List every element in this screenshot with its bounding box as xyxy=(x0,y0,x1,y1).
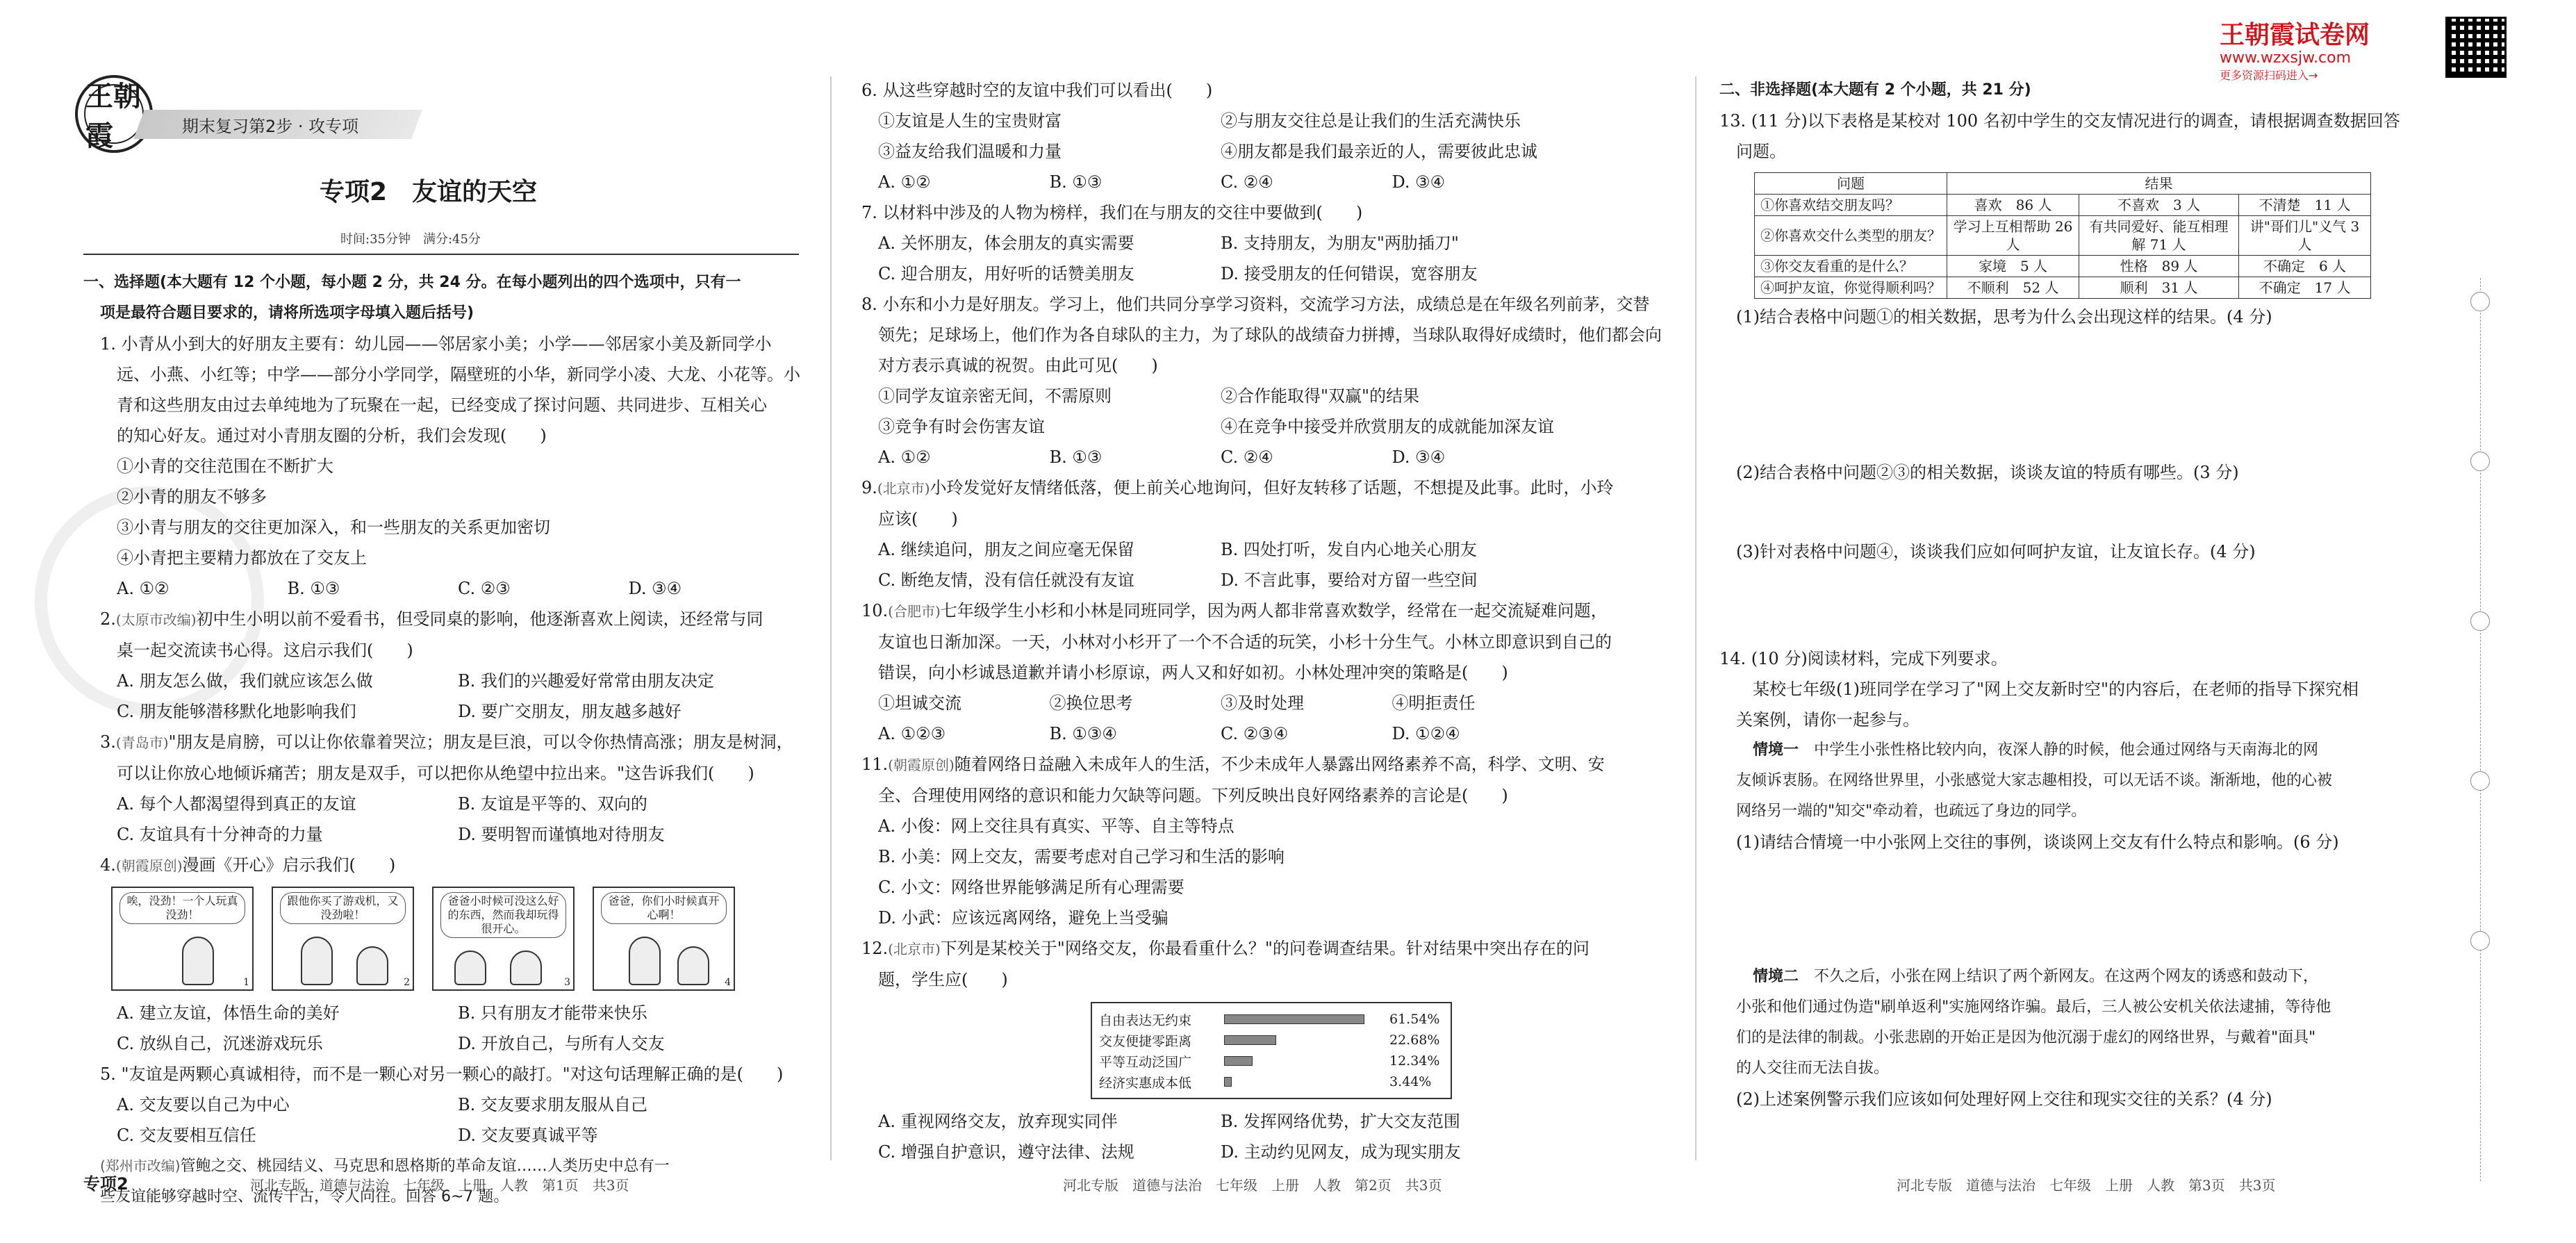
chart-track xyxy=(1224,1077,1384,1087)
page-footer: 河北专版 道德与法治 七年级 上册 人教 第1页 共3页 xyxy=(250,1177,629,1194)
option-d[interactable]: D. ③④ xyxy=(628,579,682,598)
option-b[interactable]: B. 交友要求朋友服从自己 xyxy=(458,1095,647,1114)
question-source: (朝霞原创) xyxy=(888,757,955,773)
option-b[interactable]: B. ①③④ xyxy=(1049,724,1117,743)
page-footer: 河北专版 道德与法治 七年级 上册 人教 第2页 共3页 xyxy=(1063,1177,1442,1194)
table-row xyxy=(1755,195,2371,216)
column-2 xyxy=(861,75,1662,1167)
options xyxy=(861,1137,1563,1167)
option-b[interactable]: B. 四处打听，发自内心地关心朋友 xyxy=(1221,540,1477,559)
sub-question: (3)针对表格中问题④，谈谈我们应如何呵护友谊，让友谊长存。(4 分) xyxy=(1736,542,2256,561)
panel-number: 3 xyxy=(564,977,570,988)
statement: ③竞争有时会伤害友谊 xyxy=(878,417,1045,436)
question-9 xyxy=(861,472,1614,595)
options xyxy=(861,228,1563,258)
question-text: 可以让你放心地倾诉痛苦；朋友是双手，可以把你从绝望中拉出来。"这告诉我们( ) xyxy=(117,764,754,783)
statement: ④明拒责任 xyxy=(1392,693,1476,713)
chart-row xyxy=(1099,1051,1444,1071)
statement: ③及时处理 xyxy=(1221,693,1304,713)
options xyxy=(83,819,799,850)
option-a[interactable]: A. ①② xyxy=(878,447,931,467)
statement: ②合作能取得"双赢"的结果 xyxy=(1221,386,1420,406)
option-b[interactable]: B. ①③ xyxy=(1049,447,1103,467)
option-b[interactable]: B. 只有朋友才能带来快乐 xyxy=(458,1003,647,1023)
comic-panel xyxy=(432,887,575,991)
chart-row xyxy=(1099,1030,1444,1051)
chart-track xyxy=(1224,1056,1384,1066)
question-text: "朋友是肩膀，可以让你依靠着哭泣；朋友是巨浪，可以令你热情高涨；朋友是树洞， xyxy=(168,732,793,752)
question-text: 8. 小东和小力是好朋友。学习上，他们共同分享学习资料，交流学习方法，成绩总是在年级名列前茅，交替 xyxy=(861,295,1650,314)
question-source: (北京市) xyxy=(877,480,930,497)
child-figure xyxy=(182,937,214,985)
answer-space[interactable] xyxy=(1719,332,2477,457)
option-a[interactable]: A. 朋友怎么做，我们就应该怎么做 xyxy=(117,671,373,691)
table-cell: 讲"哥们儿"义气 3 人 xyxy=(2239,216,2371,256)
statement: ①友谊是人生的宝贵财富 xyxy=(878,111,1062,131)
question-13 xyxy=(1719,106,2477,643)
chart-value-label: 22.68% xyxy=(1389,1032,1440,1048)
table-cell: 不清楚 11 人 xyxy=(2239,195,2371,216)
speech-bubble: 跟他你买了游戏机，又没劲啦！ xyxy=(280,892,406,924)
option-d[interactable]: D. 开放自己，与所有人交友 xyxy=(458,1034,665,1053)
chart-value-label: 61.54% xyxy=(1389,1012,1440,1027)
question-text: 1. 小青从小到大的好朋友主要有：幼儿园——邻居家小美；小学——邻居家小美及新同学小 xyxy=(100,334,772,354)
options xyxy=(861,1106,1563,1137)
question-text: 友谊也日渐加深。一天，小林对小杉开了一个不合适的玩笑，小杉十分生气。小林立即意识到自己的 xyxy=(878,632,1612,652)
brand-url[interactable]: www.wzxsjw.com xyxy=(2220,49,2352,67)
survey-table xyxy=(1754,172,2371,299)
statement: ④在竞争中接受并欣赏朋友的成就能加深友谊 xyxy=(1221,417,1554,436)
panel-number: 1 xyxy=(243,977,249,988)
question-number: 2. xyxy=(100,609,116,629)
page-title: 专项2 友谊的天空 xyxy=(320,178,538,206)
question-number: 4. xyxy=(100,855,116,875)
statements xyxy=(861,106,1563,136)
option-d[interactable]: D. ③④ xyxy=(1392,172,1446,192)
speech-bubble: 爸爸，你们小时候真开心啊！ xyxy=(601,892,727,924)
question-source: (青岛市) xyxy=(115,734,169,751)
options xyxy=(861,167,1563,197)
option-a[interactable]: A. ①② xyxy=(878,172,931,192)
section2-heading: 二、非选择题(本大题有 2 个小题，共 21 分) xyxy=(1719,81,2031,99)
comic-panel xyxy=(593,887,735,991)
question-text: 的知心好友。通过对小青朋友圈的分析，我们会发现( ) xyxy=(117,426,547,445)
chart-category-label: 平等互动泛国广 xyxy=(1099,1054,1192,1070)
case-text: 们的是法律的制裁。小张悲剧的开始正是因为他沉溺于虚幻的网络世界，与戴着"面具" xyxy=(1736,1029,2316,1046)
question-2 xyxy=(83,604,799,727)
question-1 xyxy=(83,329,799,604)
logo-text: 王朝霞 xyxy=(84,84,144,144)
answer-space[interactable] xyxy=(1719,567,2477,643)
chart-value-label: 12.34% xyxy=(1389,1053,1440,1069)
statement: ③益友给我们温暖和力量 xyxy=(878,142,1062,161)
question-number: 11. xyxy=(861,755,889,774)
option-d[interactable]: D. 要广交朋友，朋友越多越好 xyxy=(458,702,682,721)
option-d[interactable]: D. 主动约见网友，成为现实朋友 xyxy=(1221,1142,1461,1162)
options xyxy=(861,258,1563,289)
chart-value-label: 3.44% xyxy=(1389,1074,1432,1089)
question-7 xyxy=(861,197,1563,289)
option-c[interactable]: C. 放纵自己，沉迷游戏玩乐 xyxy=(117,1034,323,1053)
question-10 xyxy=(861,595,1612,749)
footer-tag: 专项2 xyxy=(83,1174,129,1194)
question-12 xyxy=(861,933,1590,1167)
question-source: (朝霞原创) xyxy=(115,857,183,874)
table-cell: 不确定 17 人 xyxy=(2239,277,2371,299)
question-text: 7. 以材料中涉及的人物为榜样，我们在与朋友的交往中要做到( ) xyxy=(861,203,1363,222)
options xyxy=(861,442,1563,472)
option-d[interactable]: D. 小武：应该远离网络，避免上当受骗 xyxy=(878,908,1169,928)
option-a[interactable]: A. 每个人都渴望得到真正的友谊 xyxy=(117,794,356,814)
table-cell: ①你喜欢结交朋友吗？ xyxy=(1755,195,1947,216)
options xyxy=(861,565,1563,595)
question-text: 6. 从这些穿越时空的友谊中我们可以看出( ) xyxy=(861,81,1213,100)
options xyxy=(861,534,1563,565)
option-c[interactable]: C. 交友要相互信任 xyxy=(117,1126,256,1145)
option-b[interactable]: B. ①③ xyxy=(1049,172,1103,192)
table-header-row xyxy=(1755,173,2371,195)
chart-category-label: 自由表达无约束 xyxy=(1099,1012,1192,1028)
sub-question: (1)请结合情境一中小张网上交往的事例，谈谈网上交友有什么特点和影响。(6 分) xyxy=(1736,832,2339,852)
option-b[interactable]: B. 友谊是平等的、双向的 xyxy=(458,794,647,814)
parent-figure xyxy=(301,937,333,985)
table-cell: 不顺利 52 人 xyxy=(1947,277,2079,299)
table-cell: 学习上互相帮助 26 人 xyxy=(1947,216,2079,256)
brand-block[interactable] xyxy=(2220,15,2370,83)
question-text: 小玲发觉好友情绪低落，便上前关心地询问，但好友转移了话题，不想提及此事。此时，小玲 xyxy=(930,478,1614,497)
column-1 xyxy=(83,267,799,1212)
child-figure xyxy=(510,950,542,985)
comic-panel xyxy=(272,887,414,991)
title-rule xyxy=(83,254,799,255)
survey-bar-chart xyxy=(1091,1002,1452,1099)
column-divider xyxy=(830,76,832,1160)
question-text: 5. "友谊是两颗心真诚相待，而不是一颗心对另一颗心的敲打。"对这句话理解正确的是( ) xyxy=(100,1064,784,1084)
time-info: 时间:35分钟 满分:45分 xyxy=(340,232,481,247)
options xyxy=(861,718,1563,749)
case-title: 情境一 xyxy=(1753,741,1799,759)
options xyxy=(83,998,799,1028)
options xyxy=(83,1028,799,1059)
logo xyxy=(75,75,153,153)
option-b[interactable]: B. 支持朋友，为朋友"两肋插刀" xyxy=(1221,233,1459,253)
option-c[interactable]: C. 断绝友情，没有信任就没有友谊 xyxy=(878,570,1134,590)
chart-rows xyxy=(1099,1009,1444,1092)
table-row xyxy=(1755,216,2371,256)
statement: ①同学友谊亲密无间，不需原则 xyxy=(878,386,1112,406)
panel-number: 2 xyxy=(404,977,410,988)
question-number: 12. xyxy=(861,939,889,958)
option-a[interactable]: A. ①②③ xyxy=(878,724,946,743)
question-5 xyxy=(83,1059,799,1151)
question-number: 3. xyxy=(100,732,116,752)
options xyxy=(83,1089,799,1120)
statement: ①小青的交往范围在不断扩大 xyxy=(117,456,333,476)
statement: ①坦诚交流 xyxy=(878,693,961,713)
chart-bar xyxy=(1224,1035,1276,1045)
sub-question: (2)上述案例警示我们应该如何处理好网上交往和现实交往的关系？(4 分) xyxy=(1736,1089,2272,1109)
option-c[interactable]: C. 增强自护意识，遵守法律、法规 xyxy=(878,1142,1134,1162)
option-b[interactable]: B. 我们的兴趣爱好常常由朋友决定 xyxy=(458,671,714,691)
option-d[interactable]: D. ③④ xyxy=(1392,447,1446,467)
comic-strip xyxy=(111,887,799,991)
question-text: 应该( ) xyxy=(878,509,958,529)
question-text: 某校七年级(1)班同学在学习了"网上交友新时空"的内容后，在老师的指导下探究相 xyxy=(1753,680,2359,699)
case-text: 小张和他们通过伪造"刷单返利"实施网络诈骗。最后，三人被公安机关依法逮捕，等待他 xyxy=(1736,998,2331,1016)
question-number: 10. xyxy=(861,601,889,620)
material-source: (郑州市改编) xyxy=(100,1158,181,1174)
option-b[interactable]: B. ①③ xyxy=(287,579,340,598)
question-text: 随着网络日益融入未成年人的生活，不少未成年人暴露出网络素养不高，科学、文明、安 xyxy=(954,755,1605,774)
statement: ③小青与朋友的交往更加深入，和一些朋友的关系更加密切 xyxy=(117,518,550,537)
table-cell: 不喜欢 3 人 xyxy=(2079,195,2239,216)
chart-row xyxy=(1099,1009,1444,1030)
table-cell: 家境 5 人 xyxy=(1947,256,2079,277)
chart-bar xyxy=(1224,1056,1253,1066)
table-header: 问题 xyxy=(1755,173,1947,195)
options xyxy=(83,789,799,819)
question-text: 错误，向小杉诚恳道歉并请小杉原谅，两人又和好如初。小林处理冲突的策略是( ) xyxy=(878,663,1508,682)
question-source: (北京市) xyxy=(888,941,941,957)
chart-row xyxy=(1099,1071,1444,1092)
parent-figure xyxy=(629,937,661,985)
table-cell: 顺利 31 人 xyxy=(2079,277,2239,299)
chart-bar xyxy=(1224,1077,1232,1087)
panel-number: 4 xyxy=(725,977,731,988)
table-cell: 不确定 6 人 xyxy=(2239,256,2371,277)
option-c[interactable]: C. 友谊具有十分神奇的力量 xyxy=(117,825,323,844)
question-text: 下列是某校关于"网络交友，你最看重什么？"的问卷调查结果。针对结果中突出存在的问 xyxy=(940,939,1590,958)
material-text: 些友谊能够穿越时空、流传千古，令人向往。回答 6~7 题。 xyxy=(100,1188,509,1205)
option-d[interactable]: D. 不言此事，要给对方留一些空间 xyxy=(1221,570,1478,590)
statements xyxy=(861,136,1563,167)
option-d[interactable]: D. 要明智而谨慎地对待朋友 xyxy=(458,825,665,844)
case-text: 网络另一端的"知交"牵动着，也疏远了身边的同学。 xyxy=(1736,802,2087,820)
table-cell: 喜欢 86 人 xyxy=(1947,195,2079,216)
binding-line xyxy=(2480,278,2481,1181)
table-row xyxy=(1755,277,2371,299)
question-3 xyxy=(83,727,799,850)
option-c[interactable]: C. 小文：网络世界能够满足所有心理需要 xyxy=(878,878,1184,897)
statement: ④朋友都是我们最亲近的人，需要彼此忠诚 xyxy=(1221,142,1537,161)
question-text: 桌一起交流读书心得。这启示我们( ) xyxy=(117,641,413,660)
child-figure xyxy=(454,950,486,985)
options xyxy=(83,696,799,727)
case-text: 中学生小张性格比较内向，夜深人静的时候，他会通过网络与天南海北的网 xyxy=(1814,741,2319,759)
question-8 xyxy=(861,289,1662,472)
case-text: 友倾诉衷肠。在网络世界里，小张感觉大家志趣相投，可以无话不谈。渐渐地，他的心被 xyxy=(1736,772,2333,789)
option-d[interactable]: D. 交友要真诚平等 xyxy=(458,1126,598,1145)
material-text: 管鲍之交、桃园结义、马克思和恩格斯的革命友谊……人类历史中总有一 xyxy=(180,1158,670,1175)
table-cell: ③你交友看重的是什么？ xyxy=(1755,256,1947,277)
statement: ②与朋友交往总是让我们的生活充满快乐 xyxy=(1221,111,1521,131)
case-text: 的人交往而无法自拔。 xyxy=(1736,1060,1890,1077)
chart-bar xyxy=(1224,1014,1364,1024)
table-cell: ②你喜欢交什么类型的朋友？ xyxy=(1755,216,1947,256)
comic-panel xyxy=(111,887,254,991)
option-a[interactable]: A. 继续追问，朋友之间应毫无保留 xyxy=(878,540,1134,559)
table-row xyxy=(1755,256,2371,277)
answer-space[interactable] xyxy=(1719,488,2477,536)
options xyxy=(83,1120,799,1151)
speech-bubble: 唉，没劲！一个人玩真没劲！ xyxy=(119,892,245,924)
question-14 xyxy=(1719,643,2477,1114)
question-4 xyxy=(83,850,799,1059)
table-cell: ④呵护友谊，你觉得顺利吗？ xyxy=(1755,277,1947,299)
options xyxy=(83,573,799,604)
column-3 xyxy=(1719,75,2477,1114)
case-title: 情境二 xyxy=(1753,968,1799,985)
question-number: 9. xyxy=(861,478,877,497)
section1-heading: 项是最符合题目要求的，请将所选项字母填入题后括号) xyxy=(100,304,474,322)
chart-track xyxy=(1224,1014,1384,1024)
chart-category-label: 交友便捷零距离 xyxy=(1099,1033,1192,1049)
question-text: 13. (11 分)以下表格是某校对 100 名初中学生的交友情况进行的调查，请根据调查数据回答 xyxy=(1719,111,2400,131)
option-d[interactable]: D. ①②④ xyxy=(1392,724,1460,743)
option-c[interactable]: C. ②④ xyxy=(1221,172,1273,192)
option-d[interactable]: D. 接受朋友的任何错误，宽容朋友 xyxy=(1221,264,1478,283)
table-header: 结果 xyxy=(1947,173,2371,195)
table-cell: 性格 89 人 xyxy=(2079,256,2239,277)
question-text: 题，学生应( ) xyxy=(878,970,1008,989)
question-text: 全、合理使用网络的意识和能力欠缺等问题。下列反映出良好网络素养的言论是( ) xyxy=(878,786,1508,805)
qr-code-icon[interactable] xyxy=(2445,17,2507,78)
statements xyxy=(861,411,1563,442)
statements xyxy=(861,381,1563,411)
child-figure xyxy=(356,946,388,985)
question-source: (太原市改编) xyxy=(115,611,197,628)
option-a[interactable]: A. 关怀朋友，体会朋友的真实需要 xyxy=(878,233,1134,253)
statements xyxy=(861,688,1563,718)
option-b[interactable]: B. 小美：网上交友，需要考虑对自己学习和生活的影响 xyxy=(878,847,1285,866)
statement: ④小青把主要精力都放在了交友上 xyxy=(117,548,367,568)
page-footer: 河北专版 道德与法治 七年级 上册 人教 第3页 共3页 xyxy=(1897,1177,2276,1194)
option-a[interactable]: A. 重视网络交友，放弃现实同伴 xyxy=(878,1112,1118,1131)
options xyxy=(83,666,799,696)
question-text: 初中生小明以前不爱看书，但受同桌的影响，他逐渐喜欢上阅读，还经常与同 xyxy=(196,609,763,629)
question-text: 14. (10 分)阅读材料，完成下列要求。 xyxy=(1719,649,2008,668)
option-a[interactable]: A. ①② xyxy=(117,579,170,598)
chart-track xyxy=(1224,1035,1384,1045)
question-source: (合肥市) xyxy=(888,603,941,620)
option-c[interactable]: C. ②④ xyxy=(1221,447,1273,467)
option-c[interactable]: C. 朋友能够潜移默化地影响我们 xyxy=(117,702,356,721)
statement: ②小青的朋友不够多 xyxy=(117,487,267,507)
option-a[interactable]: A. 小俊：网上交往具有真实、平等、自主等特点 xyxy=(878,816,1235,836)
question-text: 对方表示真诚的祝贺。由此可见( ) xyxy=(878,356,1158,375)
section1-heading: 一、选择题(本大题有 12 个小题，每小题 2 分，共 24 分。在每小题列出的四个选项中，只有一 xyxy=(83,274,741,291)
sub-question: (2)结合表格中问题②③的相关数据，谈谈友谊的特质有哪些。(3 分) xyxy=(1736,463,2239,482)
question-text: 问题。 xyxy=(1736,142,1786,161)
question-text: 青和这些朋友由过去单纯地为了玩聚在一起，已经变成了探讨问题、共同进步、互相关心 xyxy=(117,395,767,415)
option-b[interactable]: B. 发挥网络优势，扩大交友范围 xyxy=(1221,1112,1460,1131)
statement: ②换位思考 xyxy=(1049,693,1133,713)
question-text: 领先；足球场上，他们作为各自球队的主力，为了球队的战绩奋力拼搏，当球队取得好成绩时，他们都会向 xyxy=(878,325,1662,345)
option-c[interactable]: C. ②③ xyxy=(458,579,511,598)
child-figure xyxy=(677,946,709,985)
chart-category-label: 经济实惠成本低 xyxy=(1099,1075,1192,1091)
case-text: 不久之后，小张在网上结识了两个新网友。在这两个网友的诱惑和鼓动下， xyxy=(1814,968,2319,985)
brand-name: 王朝霞试卷网 xyxy=(2220,21,2370,49)
header-label: 期末复习第2步 · 攻专项 xyxy=(182,117,359,136)
column-divider xyxy=(1695,76,1696,1160)
option-c[interactable]: C. 迎合朋友，用好听的话赞美朋友 xyxy=(878,264,1134,283)
option-c[interactable]: C. ②③④ xyxy=(1221,724,1289,743)
sub-question: (1)结合表格中问题①的相关数据，思考为什么会出现这样的结果。(4 分) xyxy=(1736,307,2272,327)
option-a[interactable]: A. 交友要以自己为中心 xyxy=(117,1095,290,1114)
answer-space[interactable] xyxy=(1719,857,2477,962)
question-11 xyxy=(861,749,1605,933)
brand-tagline: 更多资源扫码进入→ xyxy=(2220,69,2318,82)
option-a[interactable]: A. 建立友谊，体悟生命的美好 xyxy=(117,1003,340,1023)
question-6 xyxy=(861,75,1563,197)
question-text: 漫画《开心》启示我们( ) xyxy=(182,855,396,875)
question-text: 七年级学生小杉和小林是同班同学，因为两人都非常喜欢数学，经常在一起交流疑难问题， xyxy=(940,601,1608,620)
speech-bubble: 爸爸小时候可没这么好的东西，然而我却玩得很开心。 xyxy=(440,892,566,938)
table-cell: 有共同爱好、能互相理解 71 人 xyxy=(2079,216,2239,256)
question-text: 远、小燕、小红等；中学——部分小学同学，隔壁班的小华，新同学小凌、大龙、小花等。小 xyxy=(117,365,800,384)
question-text: 关案例，请你一起参与。 xyxy=(1736,710,1919,730)
